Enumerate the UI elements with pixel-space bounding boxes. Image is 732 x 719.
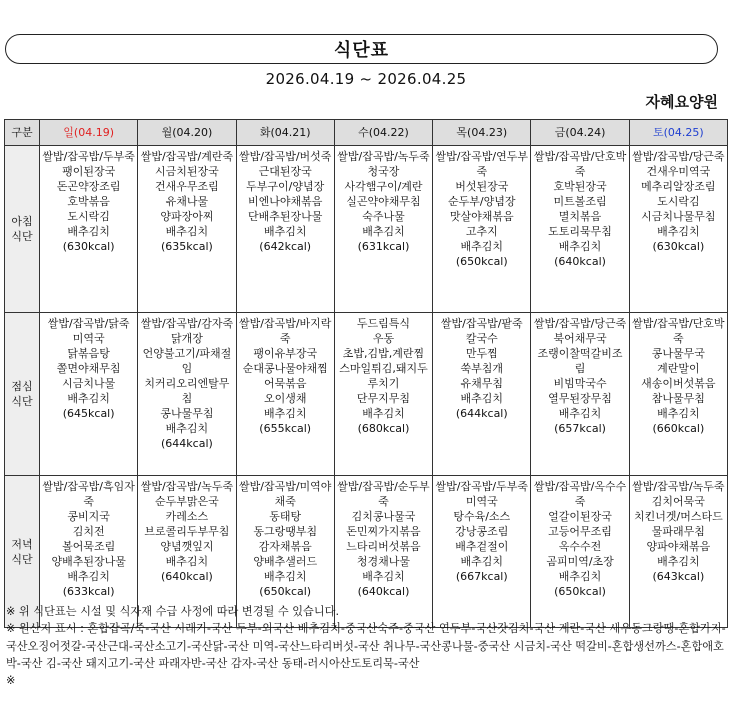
calorie-value: (642kcal) <box>259 240 312 253</box>
menu-item: 감자채볶음 <box>258 540 312 553</box>
menu-item: 쌀밥/잡곡밥/두부죽 <box>42 150 135 163</box>
menu-item: 배추겉절이 <box>455 540 509 553</box>
menu-item: 청국장 <box>367 165 400 178</box>
menu-item: 배추김치 <box>460 555 504 568</box>
menu-item: 쌀밥/잡곡밥/단호박죽 <box>533 150 627 178</box>
menu-item: 배추김치 <box>558 240 602 253</box>
meal-row-lunch <box>5 313 728 476</box>
menu-cell <box>40 313 138 476</box>
menu-item: 배추김치 <box>460 240 504 253</box>
menu-item: 고추지 <box>465 225 498 238</box>
menu-item: 양파장아찌 <box>160 210 214 223</box>
menu-item: 김치콩나물국 <box>351 510 416 523</box>
menu-item: 쌀밥/잡곡밥/당근죽 <box>632 150 725 163</box>
menu-item: 배추김치 <box>67 225 110 238</box>
menu-item: 배추김치 <box>165 555 209 568</box>
day-header-monday: 월(04.20) <box>138 120 236 146</box>
menu-item: 도토리묵무침 <box>548 225 612 238</box>
date-range: 2026.04.19 ~ 2026.04.25 <box>265 70 467 88</box>
menu-item: 쌀밥/잡곡밥/연두부죽 <box>435 150 528 178</box>
menu-item: 만두찜 <box>465 347 498 360</box>
menu-item: 배추김치 <box>362 407 405 420</box>
menu-item: 카레소스 <box>165 510 209 523</box>
menu-item: 실곤약야채무침 <box>346 195 421 208</box>
menu-item: 배추김치 <box>165 225 209 238</box>
meal-label-line: 식단 <box>11 395 33 408</box>
menu-item: 쌀밥/잡곡밥/옥수수죽 <box>533 480 627 508</box>
meal-row-breakfast <box>5 146 728 313</box>
change-notice: ※ 위 식단표는 시설 및 식자재 수급 사정에 따라 변경될 수 있습니다. <box>6 605 340 618</box>
menu-item: 칼국수 <box>465 332 498 345</box>
menu-item: 돈곤약장조림 <box>56 180 121 193</box>
meal-plan-table <box>4 119 728 628</box>
menu-cell <box>40 146 138 313</box>
menu-item: 배추김치 <box>558 570 602 583</box>
calorie-value: (655kcal) <box>259 422 312 435</box>
menu-item: 배추김치 <box>657 555 700 568</box>
menu-item: 우동 <box>372 332 395 345</box>
menu-item: 양념깻잎지 <box>160 540 214 553</box>
menu-item: 시금치나물무침 <box>641 210 716 223</box>
menu-item: 쌀밥/잡곡밥/감자죽 <box>140 317 234 330</box>
menu-item: 배추김치 <box>362 570 405 583</box>
menu-item: 쌀밥/잡곡밥/녹두죽 <box>337 150 430 163</box>
menu-item: 쌀밥/잡곡밥/흑임자죽 <box>42 480 135 508</box>
menu-item: 두부구이/양념장 <box>246 180 325 193</box>
table-header-row <box>5 120 728 146</box>
menu-item: 북어채무국 <box>553 332 607 345</box>
menu-item: 닭볶음탕 <box>67 347 110 360</box>
menu-item: 비빔막국수 <box>553 377 607 390</box>
menu-item: 맛살야채볶음 <box>449 210 514 223</box>
menu-item: 계란말이 <box>657 362 700 375</box>
menu-item: 언양불고기/파채절임 <box>142 347 232 375</box>
menu-item: 콩비지국 <box>67 510 110 523</box>
menu-item: 치커리오리엔탈무침 <box>144 377 230 405</box>
menu-item: 버섯된장국 <box>455 180 509 193</box>
day-header-tuesday: 화(04.21) <box>236 120 334 146</box>
meal-label-line: 식단 <box>11 230 33 243</box>
menu-item: 치킨너겟/머스타드 <box>633 510 723 523</box>
menu-item: 근대된장국 <box>258 165 312 178</box>
calorie-value: (680kcal) <box>357 422 410 435</box>
menu-item: 두드림특식 <box>356 317 411 330</box>
calorie-value: (635kcal) <box>161 240 213 253</box>
calorie-value: (643kcal) <box>652 570 705 583</box>
menu-item: 양파야채볶음 <box>646 540 711 553</box>
menu-item: 순두부/양념장 <box>448 195 516 208</box>
calorie-value: (650kcal) <box>554 585 606 598</box>
meal-label <box>5 313 40 476</box>
calorie-value: (644kcal) <box>161 437 213 450</box>
day-header-friday: 금(04.24) <box>531 120 629 146</box>
day-header-wednesday: 수(04.22) <box>334 120 432 146</box>
menu-item: 물파래무침 <box>651 525 705 538</box>
menu-item: 곰피미역/초장 <box>546 555 614 568</box>
menu-item: 김치전 <box>72 525 105 538</box>
menu-item: 옥수수전 <box>558 540 602 553</box>
calorie-value: (650kcal) <box>455 255 508 268</box>
notes-section <box>6 603 728 689</box>
menu-item: 순두부맑은국 <box>155 495 219 508</box>
menu-item: 팽이유부장국 <box>253 347 318 360</box>
menu-cell <box>531 146 629 313</box>
menu-item: 쑥부침개 <box>460 362 504 375</box>
menu-cell <box>236 313 334 476</box>
menu-item: 고등어무조림 <box>548 525 612 538</box>
menu-item: 유채무침 <box>460 377 504 390</box>
menu-item: 단무지무침 <box>356 392 411 405</box>
menu-item: 콩나물무국 <box>651 347 705 360</box>
menu-item: 김치어묵국 <box>651 495 705 508</box>
meal-label-line: 저녁 <box>11 537 33 551</box>
calorie-value: (630kcal) <box>62 240 115 253</box>
meal-label-line: 아침 <box>11 215 33 228</box>
menu-item: 탕수육/소스 <box>453 510 511 523</box>
menu-item: 동그랑땡부침 <box>253 525 318 538</box>
calorie-value: (640kcal) <box>161 570 213 583</box>
menu-item: 배추김치 <box>263 407 307 420</box>
menu-item: 배추김치 <box>460 392 504 405</box>
menu-item: 청경채나물 <box>356 555 411 568</box>
meal-label <box>5 146 40 313</box>
menu-item: 배추김치 <box>362 225 405 238</box>
menu-item: 동태탕 <box>269 510 302 523</box>
menu-item: 쌀밥/잡곡밥/계란죽 <box>140 150 234 163</box>
menu-item: 도시락김 <box>657 195 700 208</box>
menu-item: 쌀밥/잡곡밥/녹두죽 <box>632 480 725 493</box>
menu-item: 미역국 <box>465 495 498 508</box>
menu-item: 참나물무침 <box>651 392 705 405</box>
menu-item: 쫄면야채무침 <box>56 362 121 375</box>
menu-item: 유채나물 <box>165 195 209 208</box>
menu-cell <box>629 146 727 313</box>
menu-cell <box>138 313 236 476</box>
calorie-value: (631kcal) <box>357 240 410 253</box>
menu-item: 시금치된장국 <box>155 165 219 178</box>
menu-item: 시금치나물 <box>62 377 116 390</box>
menu-cell <box>629 313 727 476</box>
calorie-value: (650kcal) <box>259 585 312 598</box>
menu-item: 배추김치 <box>558 407 602 420</box>
menu-item: 순대콩나물야채찜 <box>242 362 328 375</box>
menu-item: 단배추된장나물 <box>248 210 323 223</box>
calorie-value: (633kcal) <box>62 585 115 598</box>
menu-item: 쌀밥/잡곡밥/팥죽 <box>440 317 523 330</box>
calorie-value: (667kcal) <box>455 570 508 583</box>
menu-cell <box>138 146 236 313</box>
menu-item: 어묵볶음 <box>263 377 307 390</box>
menu-item: 초밥,김밥,계란찜 <box>342 347 425 360</box>
organization-name: 자혜요양원 <box>645 93 718 111</box>
menu-item: 쌀밥/잡곡밥/닭죽 <box>47 317 130 330</box>
menu-item: 미트볼조림 <box>553 195 607 208</box>
menu-item: 쌀밥/잡곡밥/순두부죽 <box>337 480 430 508</box>
menu-item: 배추김치 <box>67 570 110 583</box>
menu-item: 배추김치 <box>67 392 110 405</box>
page-title: 식단표 <box>333 40 390 61</box>
menu-cell <box>334 313 432 476</box>
menu-item: 스마일튀김,돼지두루치기 <box>339 362 428 390</box>
menu-item: 건새우미역국 <box>646 165 711 178</box>
menu-item: 도시락김 <box>67 210 110 223</box>
menu-item: 양배추된장나물 <box>51 555 126 568</box>
menu-item: 멸치볶음 <box>558 210 602 223</box>
menu-item: 열무된장무침 <box>548 392 612 405</box>
menu-item: 얼갈이된장국 <box>548 510 612 523</box>
menu-item: 쌀밥/잡곡밥/당근죽 <box>533 317 627 330</box>
menu-cell <box>433 313 531 476</box>
menu-item: 비엔나야채볶음 <box>248 195 323 208</box>
menu-item: 닭개장 <box>170 332 203 345</box>
menu-item: 배추김치 <box>165 422 209 435</box>
menu-item: 쌀밥/잡곡밥/두부죽 <box>435 480 528 493</box>
day-header-saturday: 토(04.25) <box>629 120 727 146</box>
menu-cell <box>531 313 629 476</box>
menu-cell <box>334 146 432 313</box>
meal-label-line: 점심 <box>11 380 33 393</box>
menu-item: 양배추샐러드 <box>253 555 318 568</box>
calorie-value: (640kcal) <box>357 585 410 598</box>
menu-item: 미역국 <box>72 332 105 345</box>
calorie-value: (657kcal) <box>554 422 606 435</box>
menu-item: 새송이버섯볶음 <box>641 377 716 390</box>
day-header-sunday: 일(04.19) <box>40 120 138 146</box>
menu-item: 볼어묵조림 <box>62 540 116 553</box>
menu-item: 강낭콩조림 <box>455 525 509 538</box>
menu-item: 브로콜리두부무침 <box>144 525 230 538</box>
menu-item: 호박된장국 <box>553 180 607 193</box>
origin-notice: ※ 원산지 표시 : 혼합잡곡/죽-국산 시래기-국산 두부-외국산 배추김치-중국산숙주-중국산 연두부-국산갓김치-국산 계란-국산 새우동그랑땡-혼합가지-국산오징어젓갈-국산근대-국산소고기-국산닭-국산 미역-국산느타리버섯-국산 취나무-국산콩나물-중국산 시금치-국산 떡갈비-혼합생선까스-혼합애호박-국산 김-국산 돼지고기-국산 파래자반-국산 감자-국산 동태-러시아산도토리묵-국산 <box>6 622 726 670</box>
calorie-value: (660kcal) <box>652 422 705 435</box>
calorie-value: (645kcal) <box>62 407 115 420</box>
menu-item: 조랭이찰떡갈비조림 <box>537 347 623 375</box>
menu-item: 돈민찌가지볶음 <box>346 525 421 538</box>
extra-note: ※ <box>6 674 16 688</box>
menu-item: 쌀밥/잡곡밥/버섯죽 <box>238 150 332 163</box>
menu-item: 쌀밥/잡곡밥/바지락죽 <box>238 317 332 345</box>
menu-item: 콩나물무침 <box>160 407 214 420</box>
menu-item: 사각햄구이/계란 <box>344 180 423 193</box>
day-header-thursday: 목(04.23) <box>433 120 531 146</box>
menu-item: 배추김치 <box>657 225 700 238</box>
menu-item: 팽이된장국 <box>62 165 116 178</box>
menu-item: 배추김치 <box>263 225 307 238</box>
menu-item: 쌀밥/잡곡밥/녹두죽 <box>140 480 234 493</box>
menu-item: 메추리알장조림 <box>641 180 716 193</box>
menu-item: 건새우무조림 <box>155 180 219 193</box>
menu-item: 느타리버섯볶음 <box>346 540 421 553</box>
menu-item: 쌀밥/잡곡밥/미역야채죽 <box>238 480 332 508</box>
menu-cell <box>433 146 531 313</box>
title-banner <box>5 34 718 64</box>
menu-item: 오이생채 <box>263 392 307 405</box>
menu-item: 쌀밥/잡곡밥/단호박죽 <box>632 317 725 345</box>
calorie-value: (630kcal) <box>652 240 705 253</box>
menu-cell <box>236 146 334 313</box>
menu-item: 배추김치 <box>263 570 307 583</box>
menu-item: 숙주나물 <box>362 210 405 223</box>
meal-label-line: 식단 <box>11 552 33 566</box>
menu-item: 호박볶음 <box>67 195 110 208</box>
header-corner: 구분 <box>5 120 40 146</box>
menu-item: 배추김치 <box>657 407 700 420</box>
calorie-value: (644kcal) <box>455 407 508 420</box>
calorie-value: (640kcal) <box>554 255 606 268</box>
